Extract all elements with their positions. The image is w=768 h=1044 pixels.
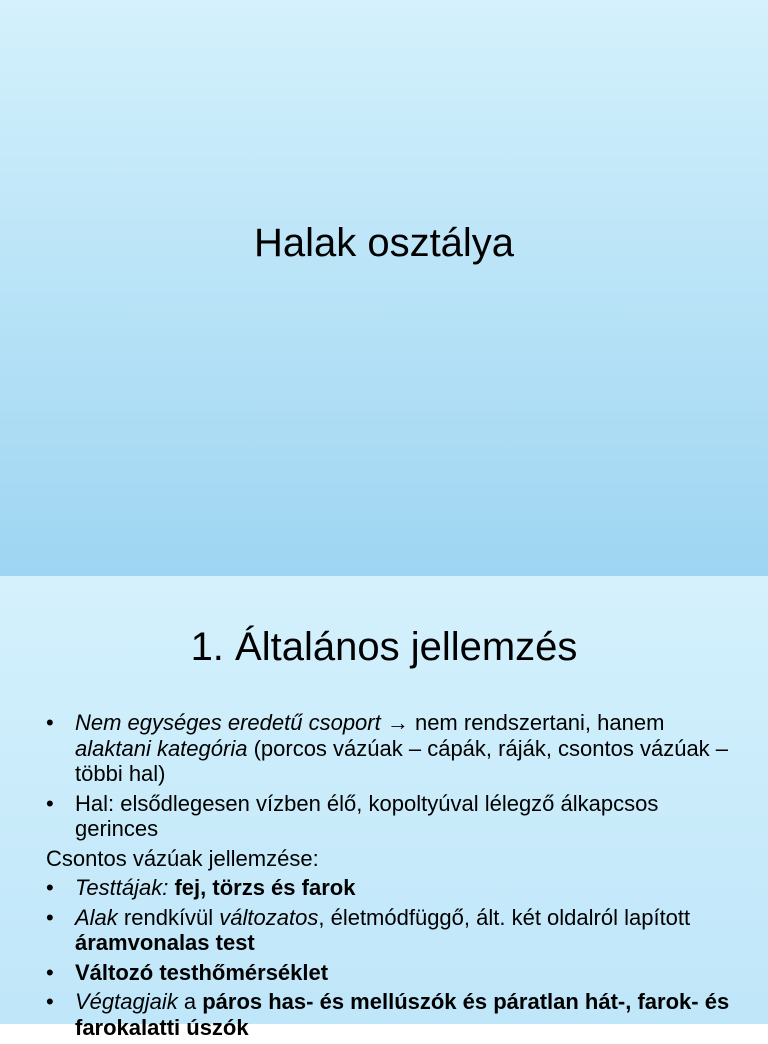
bullet-icon: • — [46, 875, 54, 900]
text: (porcos vázúak – cápák, ráják, csontos vázúak – többi hal) — [75, 735, 729, 786]
bullet-item — [46, 905, 736, 956]
text: , életmódfüggő, ált. két oldalról lapított — [318, 904, 691, 930]
bold-text: páros has- és mellúszók és páratlan hát-, farok- és farokalatti úszók — [75, 989, 730, 1040]
bullet-icon: • — [46, 959, 54, 985]
slide-heading: 1. Általános jellemzés — [190, 625, 578, 669]
bullet-icon: • — [46, 989, 54, 1014]
bold-text: áramvonalas test — [75, 930, 255, 955]
italic-text: Alak — [75, 904, 118, 930]
bullet-icon: • — [46, 904, 54, 930]
bullet-item — [46, 791, 736, 842]
italic-text: Végtagjaik — [75, 989, 178, 1014]
bullet-item — [46, 710, 736, 787]
italic-text: Testtájak: — [75, 875, 169, 900]
text: Hal: elsődlegesen vízben élő, kopoltyúval lélegző álkapcsos gerinces — [75, 790, 659, 841]
content-slide — [0, 576, 768, 1040]
text: a — [177, 989, 203, 1014]
subheading: Csontos vázúak jellemzése: — [46, 845, 319, 871]
text: → nem rendszertani, hanem — [380, 710, 665, 735]
bold-text: fej, törzs és farok — [174, 875, 356, 900]
bullet-item — [46, 989, 736, 1040]
slide-title: Halak osztálya — [253, 221, 515, 265]
bold-text: Változó testhőmérséklet — [75, 959, 329, 985]
slide-body — [46, 710, 736, 1044]
italic-text: Nem egységes eredetű csoport — [75, 710, 381, 735]
bullet-item — [46, 960, 736, 986]
italic-text: változatos — [219, 904, 319, 930]
italic-text: alaktani kategória — [75, 735, 248, 761]
bullet-icon: • — [46, 710, 54, 735]
bullet-icon: • — [46, 790, 54, 816]
bullet-item — [46, 875, 736, 901]
text: rendkívül — [117, 904, 220, 930]
